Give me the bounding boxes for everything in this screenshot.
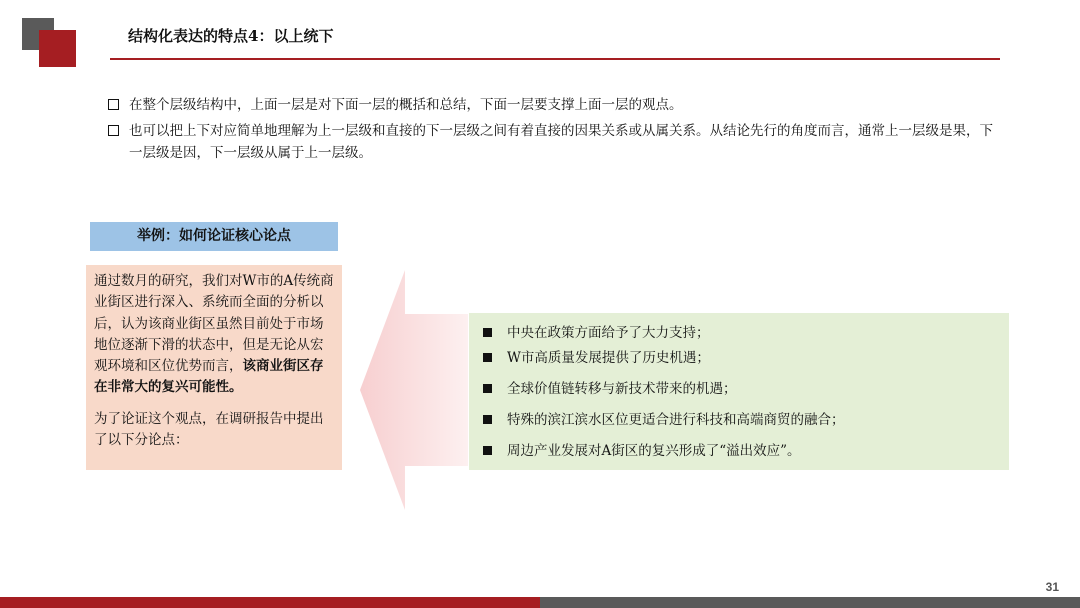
sub-point-text: W市高质量发展提供了历史机遇； (507, 350, 710, 366)
sub-point-text: 特殊的滨江滨水区位更适合进行科技和高端商贸的融合； (507, 412, 845, 428)
footer-bar-red (0, 597, 540, 608)
sub-point-item (483, 409, 1009, 431)
square-bullet-icon (483, 384, 492, 393)
sub-point-text: 中央在政策方面给予了大力支持； (507, 325, 710, 341)
core-argument-paragraph (94, 271, 334, 399)
square-bullet-icon (483, 415, 492, 424)
square-bullet-icon (483, 446, 492, 455)
footer-bar-gray (540, 597, 1080, 608)
intro-bullet-text: 在整个层级结构中，上面一层是对下面一层的概括和总结，下面一层要支撑上面一层的观点。 (129, 97, 683, 113)
example-label: 举例：如何论证核心论点 (90, 222, 338, 251)
intro-bullet-text: 也可以把上下对应简单地理解为上一层级和直接的下一层级之间有着直接的因果关系或从属关系。从结论先行的角度而言，通常上一层级是果，下一层级是因，下一层级从属于上一层级。 (129, 123, 993, 161)
sub-points-box (469, 313, 1009, 470)
slide-title: 结构化表达的特点4：以上统下 (128, 27, 334, 45)
sub-point-item (483, 347, 1009, 369)
checkbox-square-icon (108, 125, 119, 136)
intro-bullet (108, 94, 998, 116)
title-underline (110, 58, 1000, 60)
page-number: 31 (1045, 580, 1059, 594)
left-arrow-icon (360, 270, 470, 510)
sub-point-item (483, 378, 1009, 400)
square-bullet-icon (483, 353, 492, 362)
intro-bullet-list (108, 94, 998, 168)
intro-bullet (108, 120, 998, 164)
sub-argument-intro: 为了论证这个观点，在调研报告中提出了以下分论点： (94, 410, 324, 449)
decor-red-square (39, 30, 76, 67)
checkbox-square-icon (108, 99, 119, 110)
sub-point-text: 周边产业发展对A街区的复兴形成了“溢出效应”。 (507, 443, 801, 459)
core-argument-conclusion: 该商业街区存在非常大的复兴可能性。 (94, 358, 324, 396)
sub-point-text: 全球价值链转移与新技术带来的机遇； (507, 381, 737, 397)
core-argument-box (86, 265, 342, 470)
square-bullet-icon (483, 328, 492, 337)
sub-point-item (483, 322, 1009, 344)
core-argument-text: 通过数月的研究，我们对W市的A传统商业街区进行深入、系统而全面的分析以后，认为该商业街区虽然目前处于市场地位逐渐下滑的状态中，但是无论从宏观环境和区位优势而言， (94, 273, 334, 375)
sub-point-item (483, 440, 1009, 462)
